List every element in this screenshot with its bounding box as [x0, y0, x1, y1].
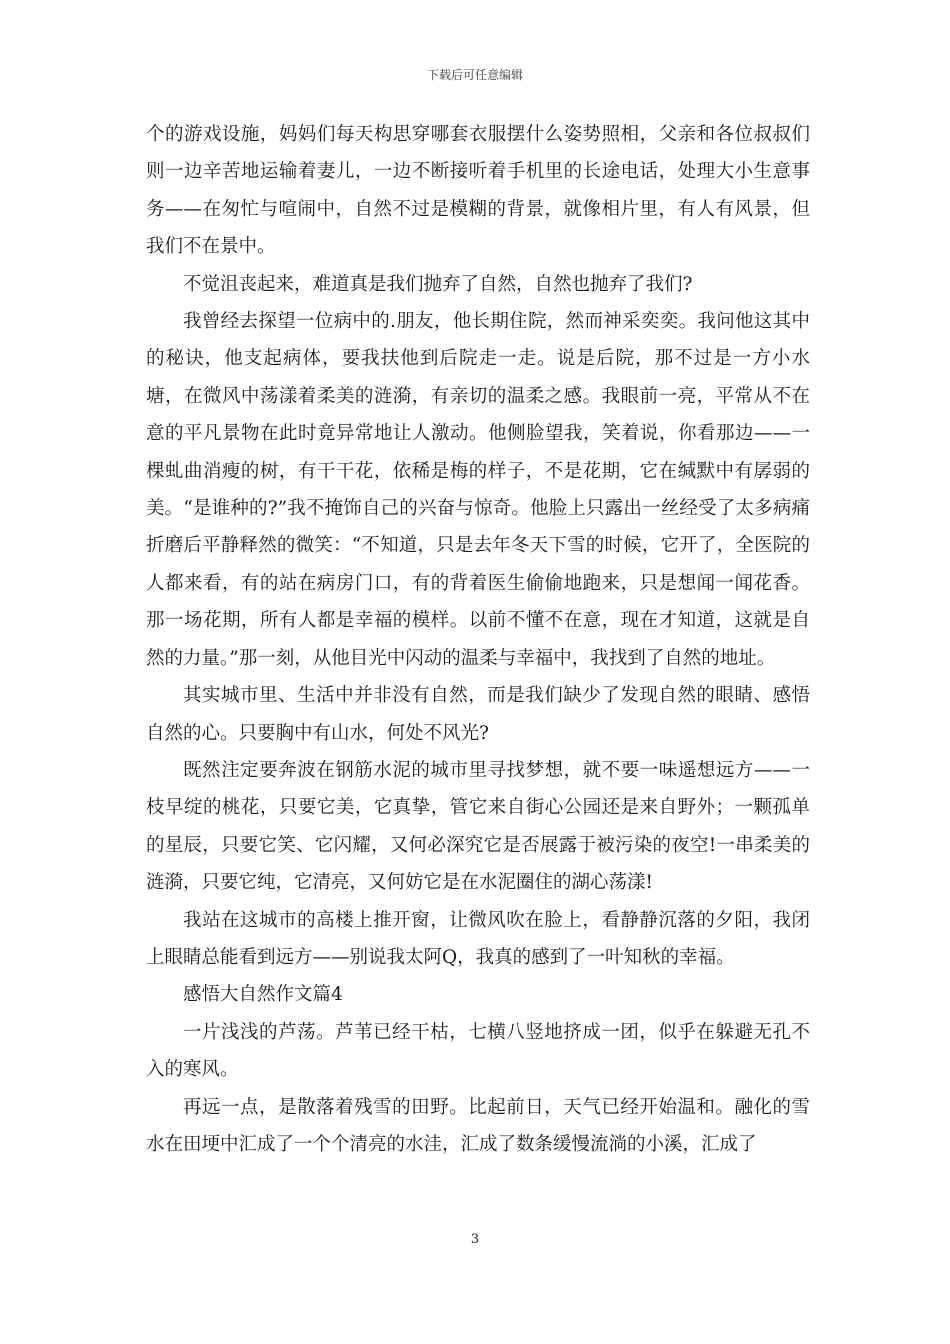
paragraph: 我曾经去探望一位病中的.朋友，他长期住院，然而神采奕奕。我问他这其中的秘诀，他支起病体，要我扶他到后院走一走。说是后院，那不过是一方小水塘，在微风中荡漾着柔美的涟漪，有亲切的温柔之感。我眼前一亮，平常从不在意的平凡景物在此时竟异常地让人激动。他侧脸望我，笑着说，你看那边——一棵虬曲消瘦的树，有干干花，依稀是梅的样子，不是花期，它在缄默中有孱弱的美。“是谁种的?”我不掩饰自己的兴奋与惊奇。他脸上只露出一丝经受了太多病痛折磨后平静释然的微笑：“不知道，只是去年冬天下雪的时候，它开了，全医院的人都来看，有的站在病房门口，有的背着医生偷偷地跑来，只是想闻一闻花香。那一场花期，所有人都是幸福的模样。以前不懂不在意，现在才知道，这就是自然的力量。”那一刻，从他目光中闪动的温柔与幸福中，我找到了自然的地址。 [146, 311, 810, 669]
paragraph: 不觉沮丧起来，难道真是我们抛弃了自然，自然也抛弃了我们? [183, 273, 693, 295]
page-number: 3 [470, 1232, 480, 1247]
paragraph: 既然注定要奔波在钢筋水泥的城市里寻找梦想，就不要一味遥想远方——一枝早绽的桃花，只要它美，它真挚，管它来自街心公园还是来自野外；一颗孤单的星辰，只要它笑、它闪耀，又何必深究它是否展露于被污染的夜空!一串柔美的涟漪，只要它纯，它清亮，又何妨它是在水泥圈住的湖心荡漾! [146, 759, 810, 894]
section-heading: 感悟大自然作文篇4 [183, 984, 343, 1006]
paragraph: 再远一点，是散落着残雪的田野。比起前日，天气已经开始温和。融化的雪水在田埂中汇成了一个个清亮的水洼，汇成了数条缓慢流淌的小溪，汇成了 [146, 1096, 810, 1155]
paragraph: 一片浅浅的芦荡。芦苇已经干枯，七横八竖地挤成一团，似乎在躲避无孔不入的寒风。 [146, 1021, 810, 1081]
page-header: 下载后可任意编辑 [426, 68, 523, 82]
paragraph: 我站在这城市的高楼上推开窗，让微风吹在脸上，看静静沉落的夕阳，我闭上眼睛总能看到远方——别说我太阿Q，我真的感到了一叶知秋的幸福。 [146, 909, 810, 968]
paragraph: 其实城市里、生活中并非没有自然，而是我们缺少了发现自然的眼睛、感悟自然的心。只要胸中有山水，何处不风光? [146, 685, 810, 744]
paragraph-continued: 个的游戏设施，妈妈们每天构思穿哪套衣服摆什么姿势照相，父亲和各位叔叔们则一边辛苦地运输着妻儿，一边不断接听着手机里的长途电话，处理大小生意事务——在匆忙与喧闹中，自然不过是模糊的背景，就像相片里，有人有风景，但我们不在景中。 [146, 124, 810, 258]
document-body [146, 116, 810, 1163]
